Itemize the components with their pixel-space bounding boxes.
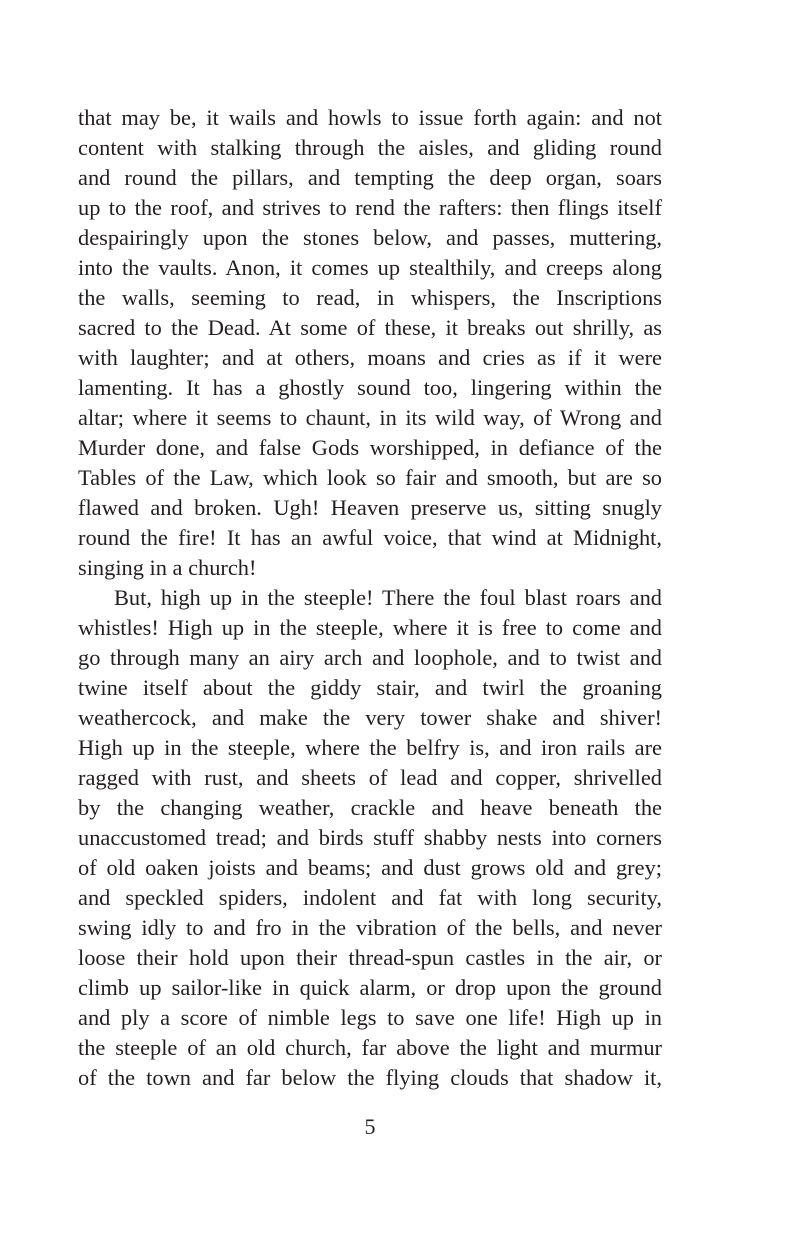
text-line: climb up sailor-like in quick alarm, or drop upon the ground xyxy=(78,975,662,1000)
text-line: swing idly to and fro in the vibration of the bells, and never xyxy=(78,915,662,940)
text-line: despairingly upon the stones below, and passes, muttering, xyxy=(78,225,662,250)
text-line: content with stalking through the aisles, and gliding round xyxy=(78,135,662,160)
text-line: Tables of the Law, which look so fair and smooth, but are so xyxy=(78,465,662,490)
text-line: the walls, seeming to read, in whispers, the Inscriptions xyxy=(78,285,662,310)
text-line: singing in a church! xyxy=(78,555,257,580)
text-line: But, high up in the steeple! There the foul blast roars and xyxy=(114,585,662,610)
text-line: by the changing weather, crackle and heave beneath the xyxy=(78,795,662,820)
text-line: with laughter; and at others, moans and cries as if it were xyxy=(78,345,662,370)
text-line: the steeple of an old church, far above the light and murmur xyxy=(78,1035,662,1060)
paragraph-2 xyxy=(78,583,662,1093)
text-line: into the vaults. Anon, it comes up stealthily, and creeps along xyxy=(78,255,662,280)
text-line: Murder done, and false Gods worshipped, in defiance of the xyxy=(78,435,662,460)
text-line: twine itself about the giddy stair, and twirl the groaning xyxy=(78,675,662,700)
text-line: of the town and far below the flying clouds that shadow it, xyxy=(78,1065,662,1090)
text-line: whistles! High up in the steeple, where it is free to come and xyxy=(78,615,662,640)
text-line: flawed and broken. Ugh! Heaven preserve us, sitting snugly xyxy=(78,495,662,520)
text-line: sacred to the Dead. At some of these, it breaks out shrilly, as xyxy=(78,315,662,340)
text-line: and speckled spiders, indolent and fat with long security, xyxy=(78,885,662,910)
text-line: weathercock, and make the very tower shake and shiver! xyxy=(78,705,662,730)
text-line: loose their hold upon their thread-spun castles in the air, or xyxy=(78,945,662,970)
text-line: ragged with rust, and sheets of lead and copper, shrivelled xyxy=(78,765,662,790)
page-number: 5 xyxy=(364,1114,376,1139)
text-line: round the fire! It has an awful voice, that wind at Midnight, xyxy=(78,525,662,550)
text-line: up to the roof, and strives to rend the rafters: then flings itself xyxy=(78,195,662,220)
text-line: unaccustomed tread; and birds stuff shabby nests into corners xyxy=(78,825,662,850)
text-line: of old oaken joists and beams; and dust grows old and grey; xyxy=(78,855,662,880)
text-line: and round the pillars, and tempting the deep organ, soars xyxy=(78,165,662,190)
paragraph-1 xyxy=(78,103,662,583)
text-line: and ply a score of nimble legs to save one life! High up in xyxy=(78,1005,662,1030)
text-line: go through many an airy arch and loophole, and to twist and xyxy=(78,645,662,670)
text-line: High up in the steeple, where the belfry is, and iron rails are xyxy=(78,735,662,760)
text-line: that may be, it wails and howls to issue forth again: and not xyxy=(78,105,662,130)
text-line: altar; where it seems to chaunt, in its wild way, of Wrong and xyxy=(78,405,662,430)
text-line: lamenting. It has a ghostly sound too, lingering within the xyxy=(78,375,662,400)
body-text xyxy=(78,103,662,1093)
